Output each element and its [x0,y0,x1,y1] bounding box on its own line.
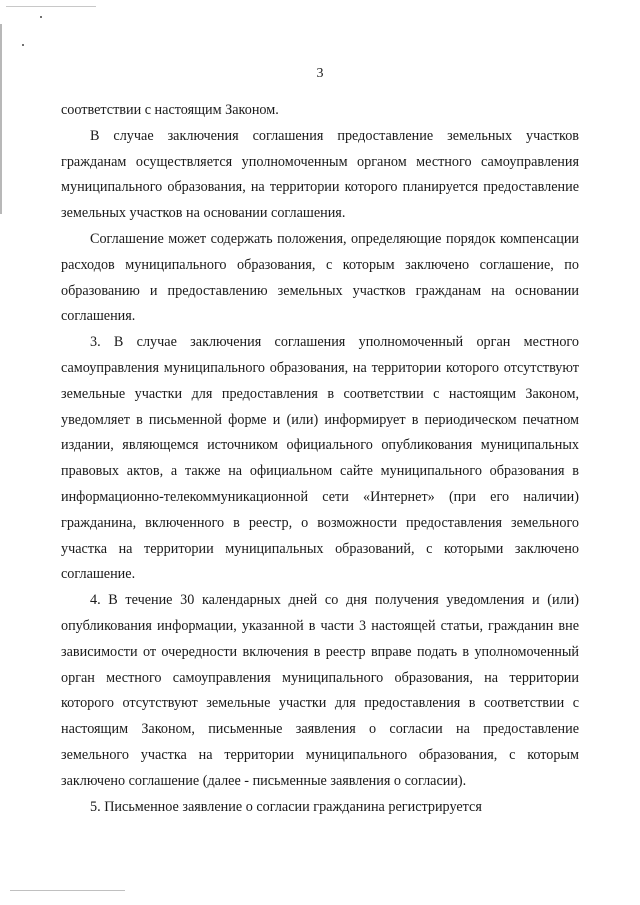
paragraph: Соглашение может содержать положения, определяющие порядок компенсации расходов муниципального образования, с которым заключено соглашение, по образованию и предоставлению земельных участков гражданам на основании соглашения. [61,230,579,325]
document-body [61,98,579,820]
scan-edge-mark [10,890,125,891]
paragraph-item-3: 3. В случае заключения соглашения уполномоченный орган местного самоуправления муниципального образования, на территории которого отсутствуют земельные участки для предоставления в соответствии с настоящим Законом, уведомляет в письменной форме и (или) информирует в периодическом печатном издании, являющемся источником официального опубликования муниципальных правовых актов, а также на официальном сайте муниципального образования в информационно-телекоммуникационной сети «Интернет» (при его наличии) гражданина, включенного в реестр, о возможности предоставления земельного участка на территории муниципальных образований, с которыми заключено соглашение. [61,334,579,583]
paragraph-item-5: 5. Письменное заявление о согласии гражданина регистрируется [90,798,482,815]
page-number: 3 [316,66,324,81]
scan-speck [40,16,42,18]
scan-edge-mark [0,24,2,214]
paragraph-item-4: 4. В течение 30 календарных дней со дня получения уведомления и (или) опубликования информации, указанной в части 3 настоящей статьи, гражданин вне зависимости от очередности включения в реестр вправе подать в уполномоченный орган местного самоуправления муниципального образования, на территории которого отсутствуют земельные участки для предоставления в соответствии с настоящим Законом, письменные заявления о согласии на предоставление земельного участка на территории муниципального образования, с которым заключено соглашение (далее - письменные заявления о согласии). [61,592,579,789]
paragraph: В случае заключения соглашения предоставление земельных участков гражданам осуществляется уполномоченным органом местного самоуправления муниципального образования, на территории которого планируется предоставление земельных участков на основании соглашения. [61,127,579,222]
scan-edge-mark [6,6,96,7]
paragraph-continuation: соответствии с настоящим Законом. [61,102,279,118]
scan-speck [22,44,24,46]
